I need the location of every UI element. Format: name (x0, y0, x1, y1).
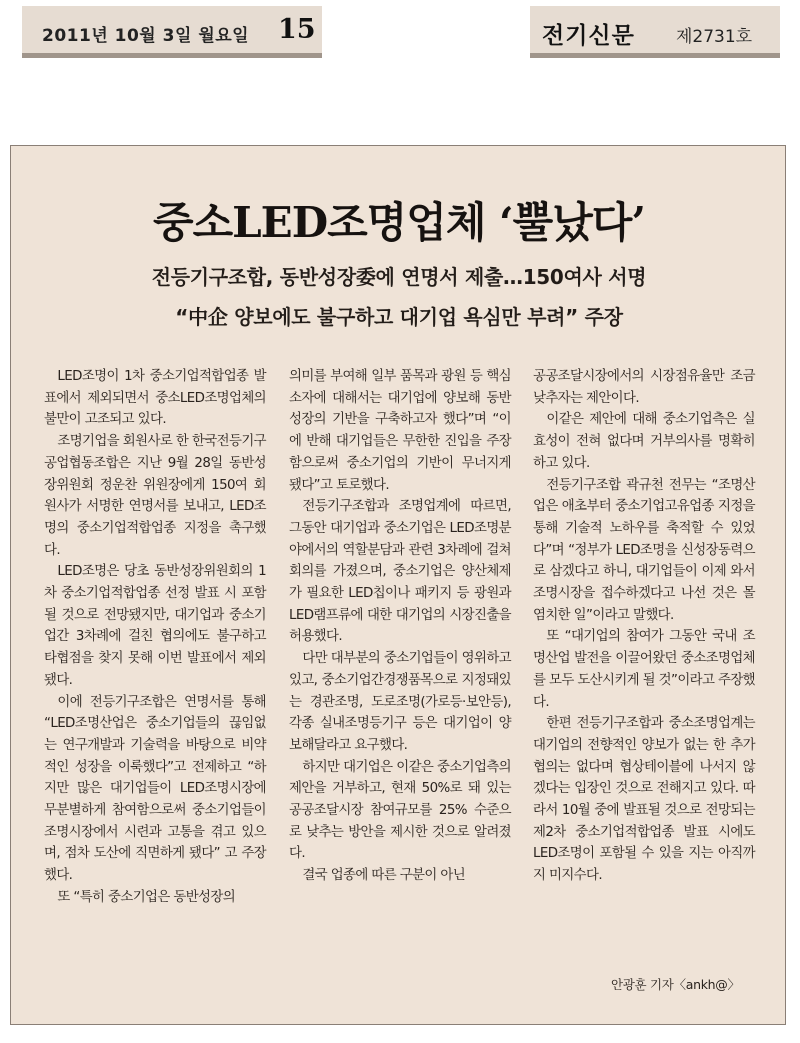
article-clipping (10, 145, 786, 1025)
newspaper-name: 전기신문 (542, 23, 635, 49)
article-column-1 (44, 366, 266, 909)
paragraph: 한편 전등기구조합과 중소조명업계는 대기업의 전향적인 양보가 없는 한 추가 협의는 없다며 협상테이블에 나서지 않겠다는 입장인 것으로 전해지고 있다. 따라서 10월 중에 발표될 것으로 전망되는 제2차 중소기업적합업종 발표 시에도 LED조명이 포함될 수 있을 지는 아직까지 미지수다. (533, 716, 755, 884)
paragraph: 또 “특히 중소기업은 동반성장의 (57, 889, 236, 905)
subheadline-1: 전등기구조합, 동반성장委에 연명서 제출…150여사 서명 (151, 265, 647, 289)
paragraph: 이에 전등기구조합은 연명서를 통해 “LED조명산업은 중소기업들의 끊임없는 연구개발과 기술력을 바탕으로 비약적인 성장을 이룩했다”고 전제하고 “하지만 많은 대기업들이 LED조명시장에 무분별하게 참여함으로써 중소기업들이 조명시장에서 시련과 고통을 겪고 있으며, 점차 도산에 직면하게 됐다” 고 주장했다. (44, 694, 266, 884)
paragraph: LED조명이 1차 중소기업적합업종 발표에서 제외되면서 중소LED조명업체의 불만이 고조되고 있다. (44, 369, 266, 428)
paragraph: LED조명은 당초 동반성장위원회의 1차 중소기업적합업종 선정 발표 시 포함될 것으로 전망됐지만, 대기업과 중소기업간 3차례에 걸친 협의에도 불구하고 타협점을 찾지 못해 이번 발표에서 제외됐다. (44, 564, 266, 688)
article-column-3 (533, 366, 755, 887)
paragraph: 공공조달시장에서의 시장점유율만 조금 낮추자는 제안이다. (533, 369, 755, 406)
byline: 안광훈 기자〈ankh@〉 (611, 977, 740, 992)
masthead-paper-bar (530, 6, 780, 58)
article-column-2 (289, 366, 511, 887)
paragraph: 전등기구조합과 조명업계에 따르면, 그동안 대기업과 중소기업은 LED조명분야에서의 역할분담과 관련 3차례에 걸쳐 회의를 가졌으며, 중소기업은 양산체제가 필요한 LED칩이나 패키지 등 광원과 LED램프류에 대한 대기업의 시장진출을 허용했다. (289, 499, 511, 645)
paragraph: 조명기업을 회원사로 한 한국전등기구공업협동조합은 지난 9월 28일 동반성장위원회 정운찬 위원장에게 150여 회원사가 서명한 연명서를 보내고, LED조명의 중소기업적합업종 지정을 촉구했다. (44, 434, 266, 558)
paragraph: 결국 업종에 따른 구분이 아닌 (302, 868, 466, 884)
paragraph: 이같은 제안에 대해 중소기업측은 실효성이 전혀 없다며 거부의사를 명확히 하고 있다. (533, 412, 755, 471)
paragraph: 또 “대기업의 참여가 그동안 국내 조명산업 발전을 이끌어왔던 중소조명업체를 모두 도산시키게 될 것”이라고 주장했다. (533, 629, 755, 710)
masthead-date-bar (22, 6, 322, 58)
headline: 중소LED조명업체 ‘뿔났다’ (153, 198, 645, 247)
paragraph: 하지만 대기업은 이같은 중소기업측의 제안을 거부하고, 현재 50%로 돼 있는 공공조달시장 참여규모를 25% 수준으로 낮추는 방안을 제시한 것으로 알려졌다. (289, 759, 511, 862)
paragraph: 다만 대부분의 중소기업들이 영위하고 있고, 중소기업간경쟁품목으로 지정돼있는 경관조명, 도로조명(가로등·보안등), 각종 실내조명등기구 등은 대기업이 양보해달라고 요구했다. (289, 651, 511, 753)
subheadline-2: “中企 양보에도 불구하고 대기업 욕심만 부려” 주장 (175, 305, 623, 329)
page-number: 15 (278, 14, 316, 45)
issue-number: 제2731호 (676, 27, 753, 47)
publication-date: 2011년 10월 3일 월요일 (42, 26, 250, 46)
paragraph: 의미를 부여해 일부 품목과 광원 등 핵심소자에 대해서는 대기업에 양보해 동반성장의 기반을 구축하고자 했다”며 “이에 반해 대기업들은 무한한 진입을 주장함으로써 중소기업의 기반이 무너지게 됐다”고 토로했다. (289, 369, 511, 493)
paragraph: 전등기구조합 곽규천 전무는 “조명산업은 애초부터 중소기업고유업종 지정을 통해 기술적 노하우를 축적할 수 있었다”며 “정부가 LED조명을 신성장동력으로 삼겠다고 하니, 대기업들이 이제 와서 조명시장을 접수하겠다고 나선 것은 몰염치한 일”이라고 말했다. (533, 477, 755, 623)
